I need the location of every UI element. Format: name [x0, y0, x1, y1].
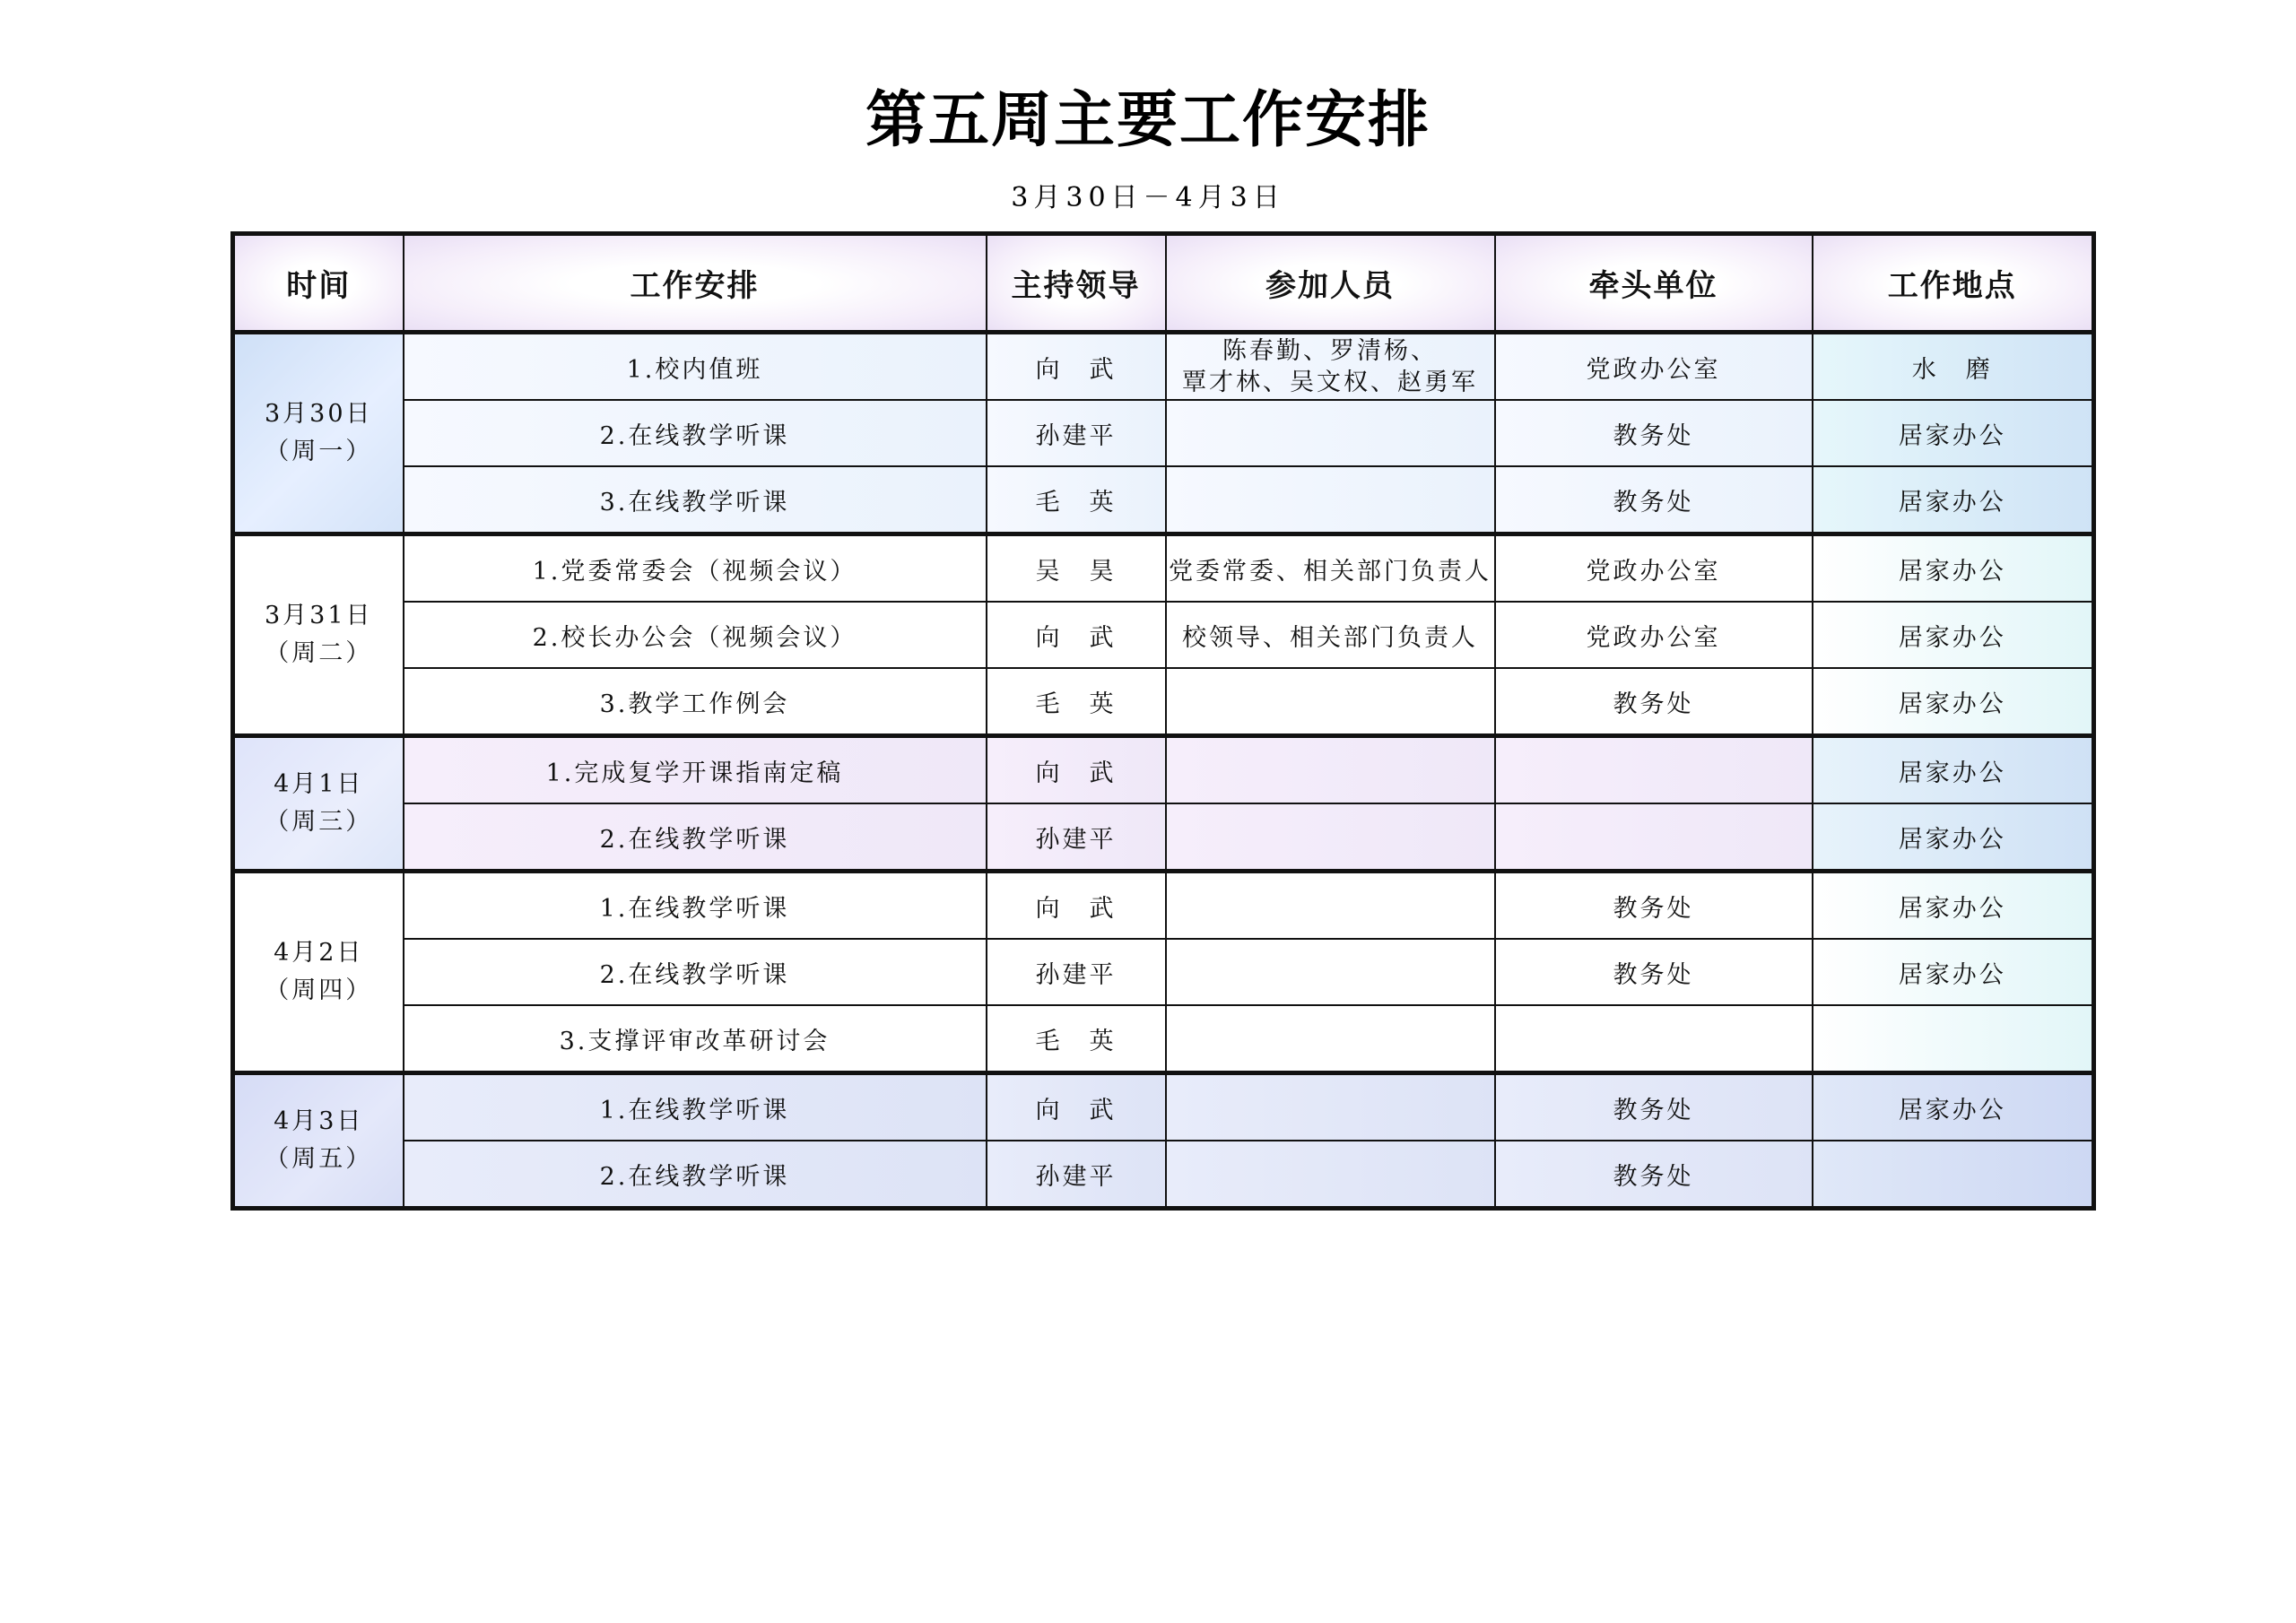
leader-cell — [987, 939, 1166, 1005]
unit-cell — [1495, 534, 1813, 603]
unit-cell-text: 教务处 — [1613, 960, 1694, 989]
header-task: 工作安排 — [404, 234, 987, 333]
location-cell-text: 水 磨 — [1911, 355, 1993, 384]
unit-cell — [1495, 872, 1813, 940]
day-date: 4月3日 — [274, 1107, 364, 1136]
leader-cell-text: 吴 昊 — [1035, 557, 1117, 586]
leader-cell — [987, 1141, 1166, 1209]
table-row — [233, 668, 2094, 736]
unit-cell — [1495, 736, 1813, 804]
table-row — [233, 1073, 2094, 1141]
unit-cell — [1495, 400, 1813, 466]
location-cell — [1813, 1073, 2094, 1141]
leader-cell-text: 向 武 — [1035, 759, 1117, 787]
task-cell — [404, 602, 987, 668]
schedule-table — [230, 231, 2096, 1211]
header-row — [233, 234, 2094, 333]
participants-cell — [1166, 939, 1495, 1005]
table-row — [233, 400, 2094, 466]
day-cell — [233, 736, 404, 872]
task-cell — [404, 939, 987, 1005]
leader-cell — [987, 1005, 1166, 1073]
location-cell-text: 居家办公 — [1898, 759, 2006, 787]
task-cell — [404, 400, 987, 466]
task-cell-text: 2.在线教学听课 — [599, 1162, 790, 1191]
location-cell — [1813, 333, 2094, 401]
day-weekday: （周三） — [265, 808, 373, 836]
leader-cell-text: 向 武 — [1035, 1096, 1117, 1124]
location-cell-text: 居家办公 — [1898, 960, 2006, 989]
unit-cell — [1495, 939, 1813, 1005]
leader-cell-text: 毛 英 — [1035, 488, 1117, 516]
task-cell — [404, 736, 987, 804]
task-cell-text: 2.在线教学听课 — [599, 421, 790, 450]
location-cell-text: 居家办公 — [1898, 1096, 2006, 1124]
location-cell-text: 居家办公 — [1898, 421, 2006, 450]
location-cell — [1813, 534, 2094, 603]
header-participants: 参加人员 — [1166, 234, 1495, 333]
table-row — [233, 736, 2094, 804]
location-cell — [1813, 400, 2094, 466]
task-cell — [404, 1073, 987, 1141]
location-cell-text: 居家办公 — [1898, 488, 2006, 516]
leader-cell-text: 孙建平 — [1035, 421, 1117, 450]
leader-cell-text: 向 武 — [1035, 894, 1117, 923]
table-row — [233, 333, 2094, 401]
date-range: 3月30日－4月3日 — [1011, 182, 1285, 213]
day-cell — [233, 333, 404, 534]
leader-cell — [987, 872, 1166, 940]
participants-cell — [1166, 333, 1495, 401]
table-row — [233, 534, 2094, 603]
day-weekday: （周五） — [265, 1145, 373, 1173]
day-date: 4月2日 — [274, 939, 364, 968]
schedule-body — [233, 333, 2094, 1209]
unit-cell — [1495, 668, 1813, 736]
unit-cell-text: 教务处 — [1613, 1096, 1694, 1124]
day-date: 4月1日 — [274, 770, 364, 799]
task-cell-text: 3.支撑评审改革研讨会 — [559, 1027, 831, 1055]
leader-cell — [987, 400, 1166, 466]
task-cell — [404, 803, 987, 872]
table-row — [233, 939, 2094, 1005]
participants-cell — [1166, 1141, 1495, 1209]
table-row — [233, 602, 2094, 668]
task-cell — [404, 1141, 987, 1209]
location-cell — [1813, 872, 2094, 940]
unit-cell — [1495, 466, 1813, 534]
table-row — [233, 466, 2094, 534]
unit-cell — [1495, 1005, 1813, 1073]
leader-cell-text: 向 武 — [1035, 355, 1117, 384]
task-cell — [404, 1005, 987, 1073]
day-weekday: （周一） — [265, 438, 373, 465]
table-row — [233, 803, 2094, 872]
unit-cell — [1495, 1141, 1813, 1209]
task-cell-text: 3.教学工作例会 — [599, 690, 790, 718]
leader-cell — [987, 534, 1166, 603]
day-cell — [233, 872, 404, 1073]
location-cell-text: 居家办公 — [1898, 894, 2006, 923]
task-cell — [404, 668, 987, 736]
task-cell-text: 1.党委常委会（视频会议） — [532, 557, 857, 586]
leader-cell — [987, 333, 1166, 401]
task-cell-text: 1.完成复学开课指南定稿 — [545, 759, 844, 787]
participants-cell — [1166, 466, 1495, 534]
participants-cell — [1166, 534, 1495, 603]
unit-cell — [1495, 1073, 1813, 1141]
leader-cell — [987, 602, 1166, 668]
task-cell — [404, 466, 987, 534]
leader-cell-text: 孙建平 — [1035, 825, 1117, 854]
header-location: 工作地点 — [1813, 234, 2094, 333]
header-unit: 牵头单位 — [1495, 234, 1813, 333]
participants-cell — [1166, 803, 1495, 872]
unit-cell-text: 教务处 — [1613, 1162, 1694, 1191]
unit-cell-text: 党政办公室 — [1586, 355, 1721, 384]
unit-cell-text: 教务处 — [1613, 894, 1694, 923]
leader-cell — [987, 668, 1166, 736]
location-cell — [1813, 1005, 2094, 1073]
participants-cell-text: 陈春勤、罗清杨、 覃才林、吴文权、赵勇军 — [1182, 336, 1478, 396]
location-cell-text: 居家办公 — [1898, 825, 2006, 854]
participants-cell — [1166, 1005, 1495, 1073]
day-date: 3月31日 — [264, 602, 373, 630]
unit-cell-text: 教务处 — [1613, 690, 1694, 718]
participants-cell-text: 校领导、相关部门负责人 — [1182, 623, 1478, 652]
participants-cell — [1166, 1073, 1495, 1141]
participants-cell — [1166, 736, 1495, 804]
page-title: 第五周主要工作安排 — [865, 84, 1431, 156]
leader-cell-text: 毛 英 — [1035, 690, 1117, 718]
table-row — [233, 1141, 2094, 1209]
leader-cell-text: 孙建平 — [1035, 960, 1117, 989]
header-leader: 主持领导 — [987, 234, 1166, 333]
task-cell-text: 2.在线教学听课 — [599, 960, 790, 989]
unit-cell-text: 教务处 — [1613, 421, 1694, 450]
leader-cell — [987, 1073, 1166, 1141]
task-cell-text: 1.在线教学听课 — [599, 1096, 790, 1124]
task-cell — [404, 872, 987, 940]
unit-cell — [1495, 602, 1813, 668]
task-cell — [404, 333, 987, 401]
participants-cell — [1166, 872, 1495, 940]
day-cell — [233, 534, 404, 736]
location-cell-text: 居家办公 — [1898, 690, 2006, 718]
participants-cell — [1166, 602, 1495, 668]
table-row — [233, 1005, 2094, 1073]
unit-cell-text: 教务处 — [1613, 488, 1694, 516]
location-cell-text: 居家办公 — [1898, 623, 2006, 652]
participants-cell — [1166, 400, 1495, 466]
table-row — [233, 872, 2094, 940]
task-cell-text: 2.校长办公会（视频会议） — [532, 623, 857, 652]
header-time: 时间 — [233, 234, 404, 333]
day-weekday: （周二） — [265, 639, 373, 667]
unit-cell-text: 党政办公室 — [1586, 623, 1721, 652]
unit-cell — [1495, 803, 1813, 872]
location-cell — [1813, 602, 2094, 668]
participants-cell-text: 党委常委、相关部门负责人 — [1169, 557, 1492, 586]
location-cell — [1813, 1141, 2094, 1209]
location-cell — [1813, 803, 2094, 872]
participants-cell — [1166, 668, 1495, 736]
unit-cell-text: 党政办公室 — [1586, 557, 1721, 586]
location-cell-text: 居家办公 — [1898, 557, 2006, 586]
task-cell — [404, 534, 987, 603]
unit-cell — [1495, 333, 1813, 401]
day-date: 3月30日 — [264, 400, 373, 429]
task-cell-text: 1.在线教学听课 — [599, 894, 790, 923]
task-cell-text: 3.在线教学听课 — [599, 488, 790, 516]
leader-cell — [987, 736, 1166, 804]
leader-cell-text: 向 武 — [1035, 623, 1117, 652]
day-cell — [233, 1073, 404, 1209]
leader-cell — [987, 466, 1166, 534]
leader-cell-text: 毛 英 — [1035, 1027, 1117, 1055]
location-cell — [1813, 736, 2094, 804]
location-cell — [1813, 466, 2094, 534]
location-cell — [1813, 668, 2094, 736]
task-cell-text: 2.在线教学听课 — [599, 825, 790, 854]
leader-cell-text: 孙建平 — [1035, 1162, 1117, 1191]
leader-cell — [987, 803, 1166, 872]
location-cell — [1813, 939, 2094, 1005]
task-cell-text: 1.校内值班 — [626, 355, 763, 384]
day-weekday: （周四） — [265, 976, 373, 1004]
